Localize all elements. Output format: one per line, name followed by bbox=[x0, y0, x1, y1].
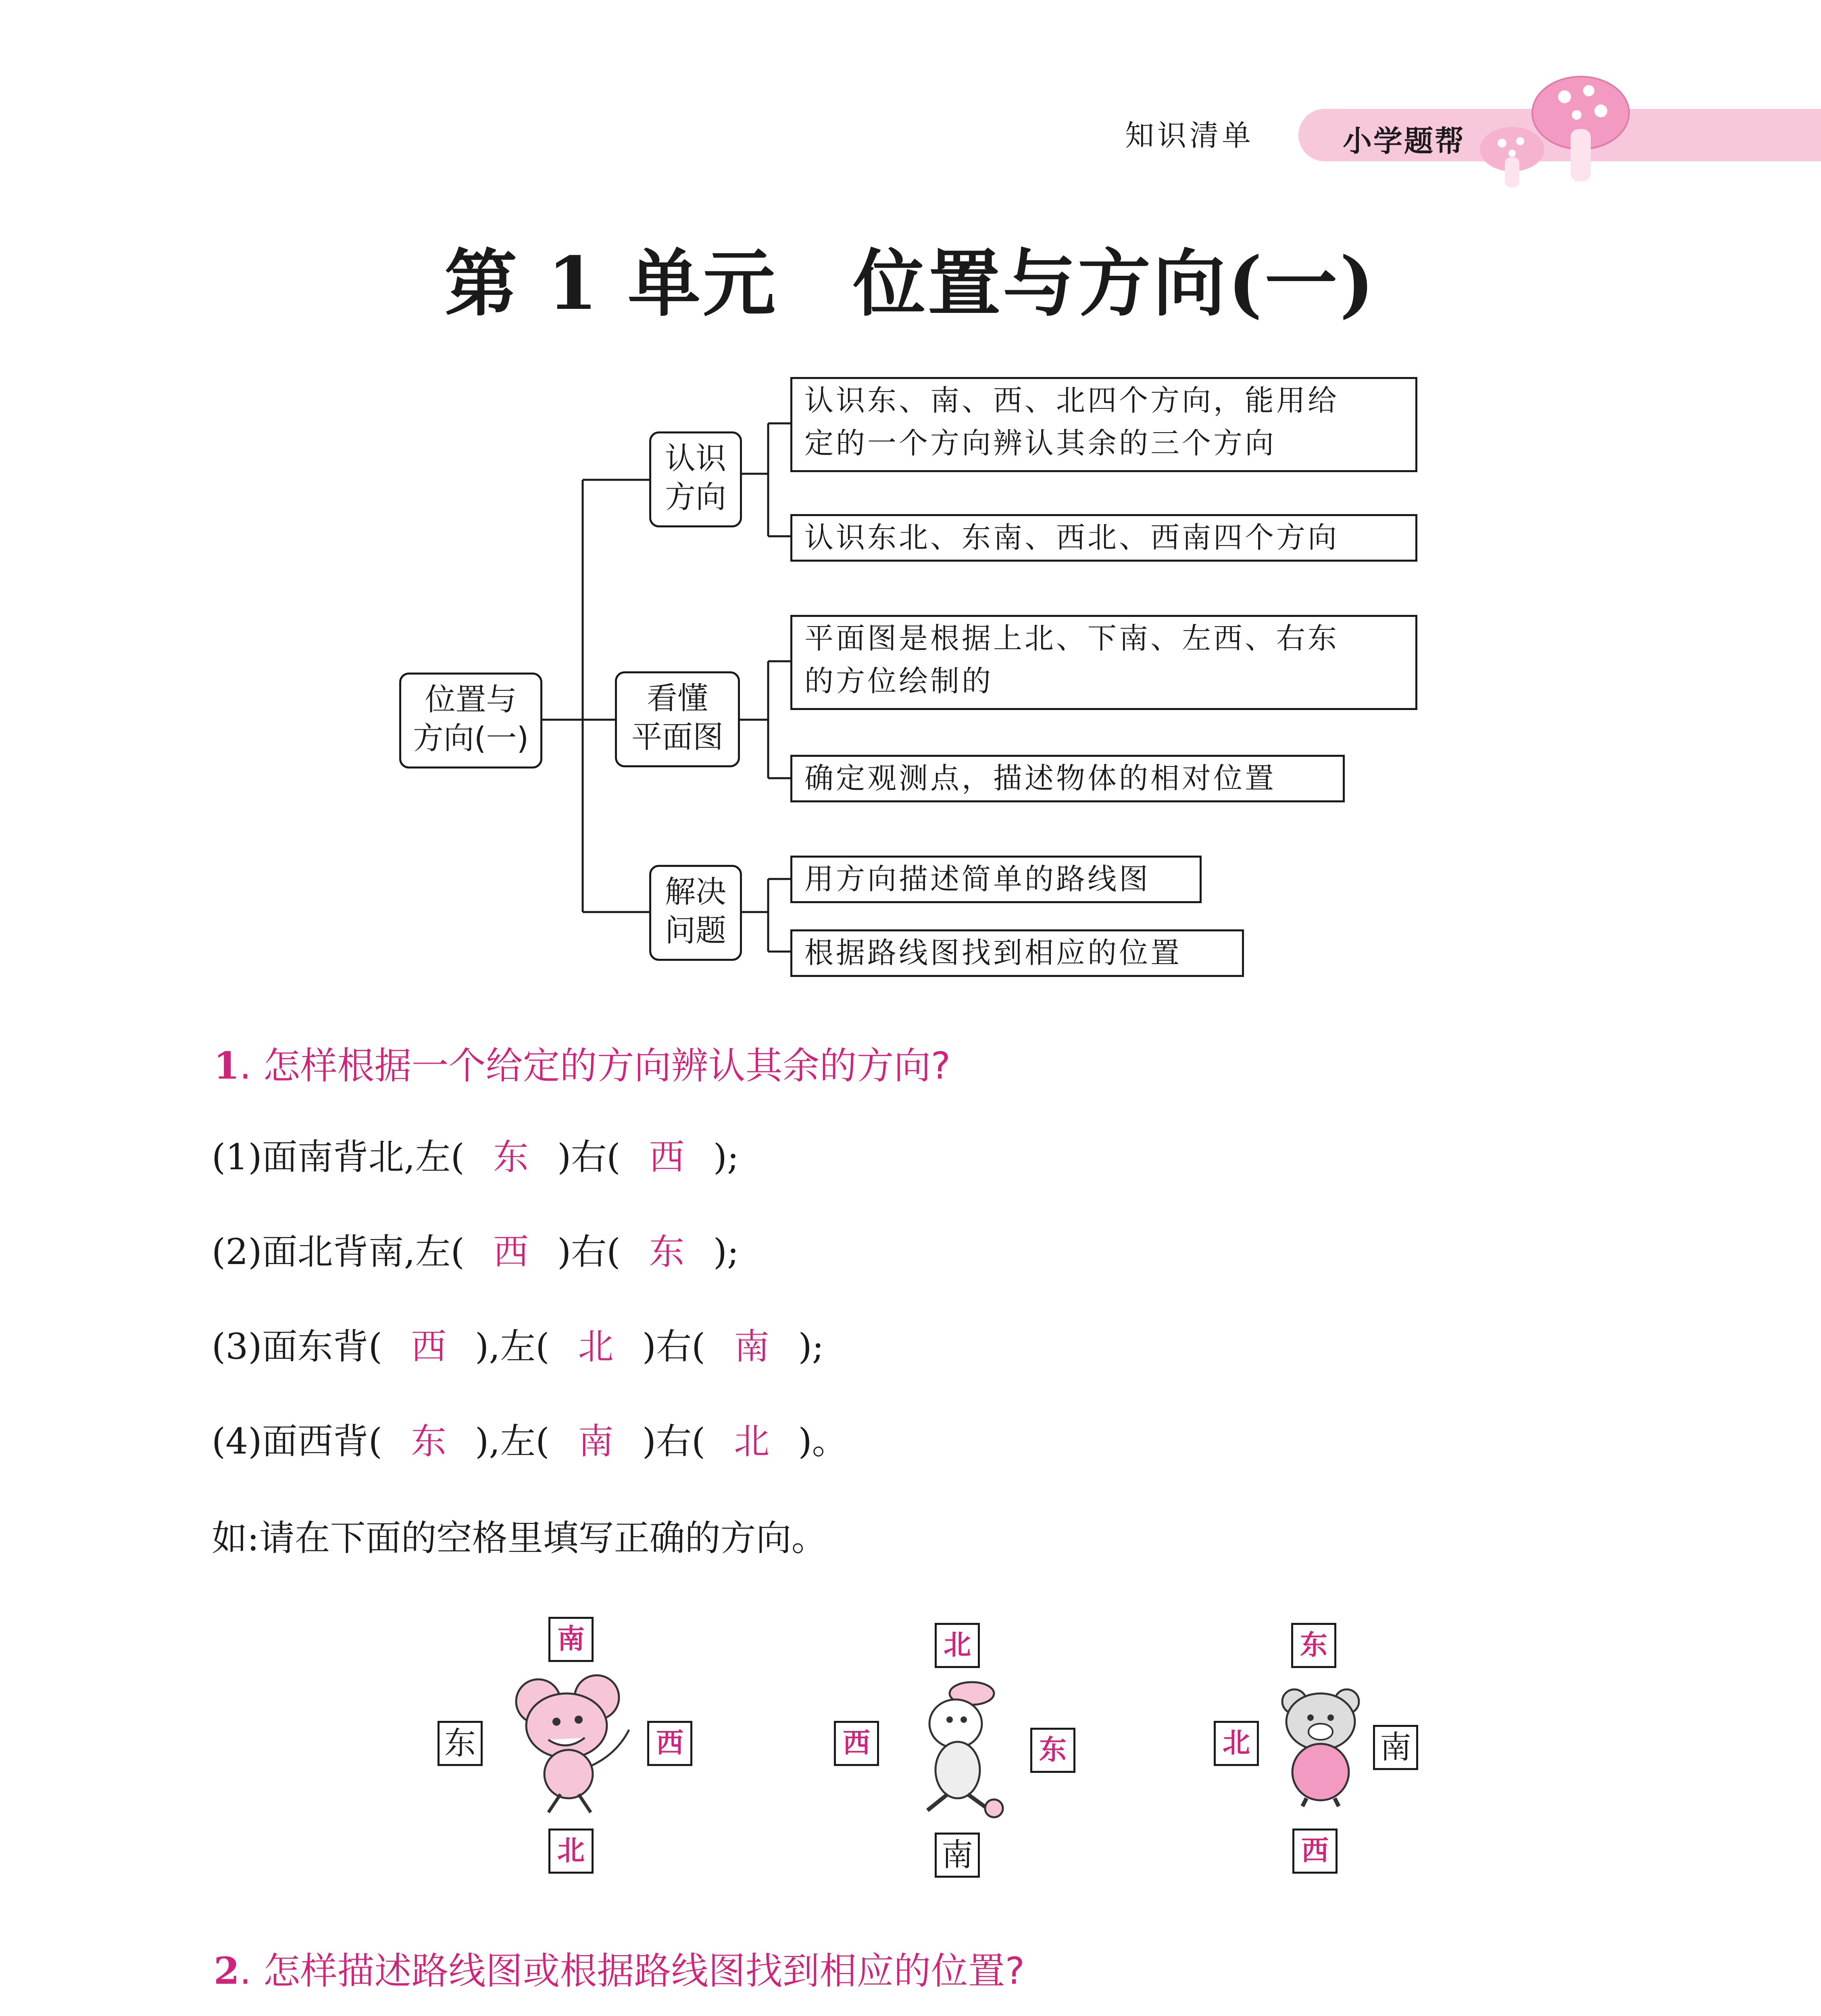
q1-3-part-a: (3)面东背( bbox=[212, 1326, 382, 1367]
question-1-text: . 怎样根据一个给定的方向辨认其余的方向? bbox=[240, 1044, 951, 1087]
q1-4-part-b: ),左( bbox=[475, 1420, 550, 1462]
fig1-top-box: 南 bbox=[548, 1617, 594, 1662]
answer-blank: 北 bbox=[578, 1326, 614, 1367]
section-label: 知识清单 bbox=[1125, 119, 1254, 152]
q1-2-part-b: )右( bbox=[557, 1231, 621, 1272]
fig1-left-box: 东 bbox=[438, 1721, 483, 1766]
leaf-3-1-line-1: 用方向描述简单的路线图 bbox=[804, 862, 1151, 896]
fig3-right-box: 南 bbox=[1373, 1725, 1418, 1770]
q1-1-part-a: (1)面南背北,左( bbox=[212, 1136, 465, 1178]
q1-1-part-c: ); bbox=[713, 1136, 739, 1178]
rabbit-character-icon bbox=[903, 1677, 1024, 1822]
answer-blank: 东 bbox=[649, 1231, 685, 1272]
leaf-1-1-line-1: 认识东、南、西、北四个方向，能用给 bbox=[804, 383, 1340, 417]
leaf-3-1 bbox=[790, 856, 1202, 903]
leaf-1-1-line-2: 定的一个方向辨认其余的三个方向 bbox=[804, 426, 1277, 460]
branch-3-line-1: 解决 bbox=[665, 874, 726, 910]
branch-solve-problems bbox=[649, 865, 742, 961]
branch-2-line-2: 平面图 bbox=[631, 719, 723, 755]
answer-blank: 西 bbox=[649, 1136, 685, 1178]
leaf-3-2 bbox=[790, 929, 1244, 977]
branch-3-line-2: 问题 bbox=[665, 912, 726, 948]
brand-label: 小学题帮 bbox=[1343, 124, 1466, 158]
fig1-right-box: 西 bbox=[647, 1721, 692, 1766]
leaf-2-1 bbox=[790, 615, 1417, 710]
q1-4-part-d: )。 bbox=[798, 1420, 848, 1462]
root-line-2: 方向(一) bbox=[413, 720, 529, 756]
q1-4-part-a: (4)面西背( bbox=[212, 1420, 382, 1462]
leaf-2-2 bbox=[790, 755, 1345, 802]
fig3-top-box: 东 bbox=[1291, 1623, 1336, 1668]
q1-item-1 bbox=[212, 1129, 739, 1180]
q1-3-part-b: ),左( bbox=[475, 1326, 550, 1367]
q1-1-part-b: )右( bbox=[557, 1136, 621, 1178]
q1-example: 如:请在下面的空格里填写正确的方向。 bbox=[212, 1517, 827, 1559]
leaf-2-1-line-1: 平面图是根据上北、下南、左西、右东 bbox=[804, 621, 1340, 655]
q1-3-part-c: )右( bbox=[642, 1326, 706, 1367]
branch-recognize-direction bbox=[649, 431, 742, 527]
fig2-bottom-box: 南 bbox=[935, 1833, 980, 1878]
branch-1-line-1: 认识 bbox=[665, 440, 726, 476]
mouse-character-icon bbox=[500, 1673, 645, 1818]
fig2-left-box: 西 bbox=[834, 1721, 879, 1766]
leaf-1-1 bbox=[790, 377, 1417, 472]
fig3-bottom-box: 西 bbox=[1292, 1829, 1338, 1874]
leaf-1-2 bbox=[790, 514, 1417, 562]
answer-blank: 西 bbox=[493, 1231, 529, 1272]
root-line-1: 位置与 bbox=[425, 681, 517, 717]
leaf-3-2-line-1: 根据路线图找到相应的位置 bbox=[804, 936, 1182, 970]
answer-blank: 东 bbox=[410, 1420, 446, 1462]
answer-blank: 南 bbox=[734, 1326, 770, 1367]
q1-item-4 bbox=[212, 1413, 848, 1464]
answer-blank: 南 bbox=[578, 1420, 614, 1462]
q1-item-2 bbox=[212, 1224, 739, 1275]
question-2-number: 2 bbox=[214, 1949, 240, 1993]
question-1-number: 1 bbox=[214, 1044, 240, 1087]
fig3-left-box: 北 bbox=[1214, 1721, 1259, 1766]
q1-2-part-a: (2)面北背南,左( bbox=[212, 1231, 465, 1272]
q1-item-3 bbox=[212, 1318, 824, 1369]
question-2-heading bbox=[214, 1941, 1025, 1995]
q1-3-part-d: ); bbox=[798, 1326, 824, 1367]
bear-character-icon bbox=[1274, 1683, 1367, 1808]
branch-2-line-1: 看懂 bbox=[647, 680, 708, 716]
answer-blank: 北 bbox=[734, 1420, 770, 1462]
page-title: 第 1 单元 位置与方向(一) bbox=[444, 241, 1377, 326]
fig2-right-box: 东 bbox=[1030, 1728, 1075, 1773]
answer-blank: 东 bbox=[493, 1136, 529, 1178]
fig1-bottom-box: 北 bbox=[548, 1829, 594, 1874]
fig2-top-box: 北 bbox=[935, 1623, 980, 1668]
answer-blank: 西 bbox=[410, 1326, 446, 1367]
leaf-1-2-line-1: 认识东北、东南、西北、西南四个方向 bbox=[804, 521, 1340, 554]
q1-2-part-c: ); bbox=[713, 1231, 739, 1272]
branch-1-line-2: 方向 bbox=[665, 479, 726, 515]
leaf-2-1-line-2: 的方位绘制的 bbox=[804, 664, 994, 698]
branch-read-plan bbox=[615, 671, 740, 767]
question-1-heading bbox=[214, 1036, 950, 1089]
q1-4-part-c: )右( bbox=[642, 1420, 706, 1462]
question-2-text: . 怎样描述路线图或根据路线图找到相应的位置? bbox=[240, 1949, 1025, 1993]
leaf-2-2-line-1: 确定观测点，描述物体的相对位置 bbox=[804, 761, 1277, 795]
mindmap-root bbox=[399, 673, 542, 768]
